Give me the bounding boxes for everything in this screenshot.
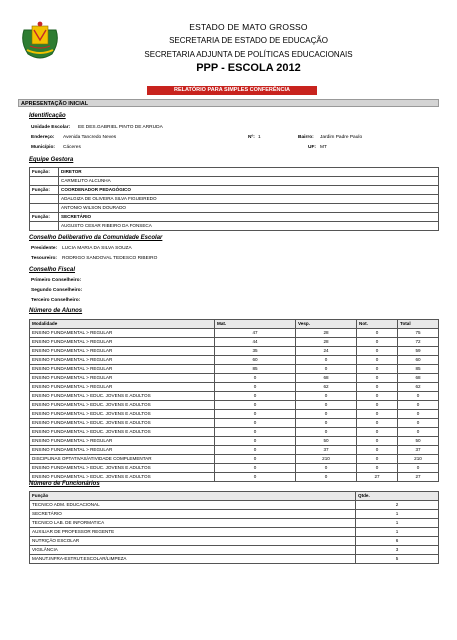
table-row [30,455,439,464]
table-cell: 44 [215,338,296,347]
table-cell: Vesp. [296,320,357,329]
table-cell: ENSINO FUNDAMENTAL > EDUC. JOVENS E ADULTOS [30,428,215,437]
table-cell: ENSINO FUNDAMENTAL > REGULAR [30,347,215,356]
table-row [30,510,439,519]
table-cell: ENSINO FUNDAMENTAL > REGULAR [30,329,215,338]
table-cell: ENSINO FUNDAMENTAL > REGULAR [30,446,215,455]
table-cell: 0 [357,347,398,356]
table-cell: 28 [296,338,357,347]
table-cell: 0 [357,464,398,473]
table-cell: 0 [357,356,398,365]
table-row [30,365,439,374]
table-cell: Mat. [215,320,296,329]
table-cell: AUXILIAR DE PROFESSOR REGENTE [30,528,356,537]
table-cell: Modalidade [30,320,215,329]
bairro-label: Bairro: [298,135,314,140]
heading-conselho-deliberativo: Conselho Deliberativo da Comunidade Escolar [29,235,163,241]
table-cell: 50 [398,437,439,446]
table-cell: 85 [398,365,439,374]
table-cell: 0 [296,410,357,419]
table-cell: TECNICO ADM. EDUCACIONAL [30,501,356,510]
table-row: ANTONIO WILSON DOURADO [30,204,439,213]
table-cell: DISCIPLINAS OPTATIVAS/ATIVIDADE COMPLEMENTAR [30,455,215,464]
table-cell: 0 [215,419,296,428]
table-cell: 0 [296,419,357,428]
municipio-value: Cáceres [63,145,81,150]
table-cell: 75 [398,329,439,338]
heading-equipe-gestora: Equipe Gestora [29,157,74,163]
table-cell: 0 [296,401,357,410]
numero-label: Nº: [248,135,255,140]
table-row [30,464,439,473]
table-cell: 210 [296,455,357,464]
table-cell: 0 [215,446,296,455]
uf-value: MT [320,145,327,150]
table-row [30,519,439,528]
table-cell: 0 [215,374,296,383]
table-cell: 0 [357,329,398,338]
table-cell: 0 [357,374,398,383]
table-cell: 0 [357,338,398,347]
table-cell: 60 [398,356,439,365]
table-row: Função: COORDENADOR PEDAGÓGICO [30,186,439,195]
table-cell: 1 [356,510,439,519]
table-cell: 0 [398,392,439,401]
table-cell: 0 [357,437,398,446]
bairro-value: Jardim Padre Paulo [320,135,363,140]
table-row [30,392,439,401]
table-cell: ENSINO FUNDAMENTAL > REGULAR [30,383,215,392]
tesoureiro-value: RODRIGO SANDOVAL TEDESCO RIBEIRO [62,256,158,261]
table-cell: 0 [215,464,296,473]
table-cell: ENSINO FUNDAMENTAL > REGULAR [30,437,215,446]
table-cell: ENSINO FUNDAMENTAL > REGULAR [30,338,215,347]
table-row [30,419,439,428]
table-cell: 72 [398,338,439,347]
table-row [30,410,439,419]
table-cell: 0 [215,437,296,446]
funcionarios-table [29,491,439,564]
table-cell: ENSINO FUNDAMENTAL > EDUC. JOVENS E ADULTOS [30,410,215,419]
table-cell: ENSINO FUNDAMENTAL > EDUC. JOVENS E ADULTOS [30,401,215,410]
segundo-conselheiro-label: Segundo Conselheiro: [31,288,83,293]
table-cell: 0 [215,410,296,419]
table-row [30,356,439,365]
table-header-row [30,492,439,501]
header-secretaria: SECRETARIA DE ESTADO DE EDUCAÇÃO [169,36,328,45]
table-row [30,347,439,356]
presidente-value: LUCIA MARIA DA SILVA SOUZA [62,246,132,251]
table-cell: 210 [398,455,439,464]
table-cell: 0 [215,473,296,482]
unidade-label: Unidade Escolar: [31,125,71,130]
table-cell: 0 [357,428,398,437]
table-cell: 59 [398,347,439,356]
table-cell: 37 [398,446,439,455]
table-cell: 0 [357,401,398,410]
table-row: CARMELITO ALCUNHA [30,177,439,186]
unidade-value: EE DES.GABRIEL PINTO DE ARRUDA [78,125,163,130]
municipio-label: Município: [31,145,55,150]
table-cell: 62 [398,383,439,392]
table-cell: ENSINO FUNDAMENTAL > EDUC. JOVENS E ADULTOS [30,419,215,428]
table-cell: 50 [296,437,357,446]
table-row [30,446,439,455]
table-cell: ENSINO FUNDAMENTAL > EDUC. JOVENS E ADULTOS [30,392,215,401]
table-cell: 1 [356,519,439,528]
terceiro-conselheiro-label: Terceiro Conselheiro: [31,298,81,303]
table-row [30,501,439,510]
table-row [30,329,439,338]
table-row [30,546,439,555]
table-row [30,528,439,537]
table-row: Função: DIRETOR [30,168,439,177]
table-cell: 0 [398,464,439,473]
table-cell: 60 [215,356,296,365]
table-cell: 0 [296,365,357,374]
table-cell: 6 [356,537,439,546]
heading-conselho-fiscal: Conselho Fiscal [29,267,76,273]
presidente-label: Presidente: [31,246,58,251]
table-cell: 37 [296,446,357,455]
table-cell: 0 [357,410,398,419]
heading-identificacao: Identificação [29,113,66,119]
heading-numero-funcionarios: Número de Funcionários [29,481,100,487]
table-cell: 27 [357,473,398,482]
table-cell: 0 [398,401,439,410]
table-cell: 68 [296,374,357,383]
table-cell: 5 [356,555,439,564]
table-cell: NUTRIÇÃO ESCOLAR [30,537,356,546]
table-cell: 0 [215,455,296,464]
table-cell: 1 [356,528,439,537]
report-label-banner: RELATÓRIO PARA SIMPLES CONFERÊNCIA [147,86,317,95]
table-cell: 0 [296,473,357,482]
table-cell: 0 [215,392,296,401]
alunos-table [29,319,439,482]
table-cell: ENSINO FUNDAMENTAL > EDUC. JOVENS E ADULTOS [30,464,215,473]
table-cell: 0 [398,428,439,437]
table-cell: ENSINO FUNDAMENTAL > REGULAR [30,374,215,383]
gestora-table [29,167,439,231]
table-row: ADALGIZA DE OLIVEIRA SILVA FIGUEIREDO [30,195,439,204]
table-header-row [30,320,439,329]
table-cell: 0 [398,410,439,419]
primeiro-conselheiro-label: Primeiro Conselheiro: [31,278,82,283]
heading-numero-alunos: Número de Alunos [29,308,83,314]
table-cell: Função [30,492,356,501]
table-cell: Total [398,320,439,329]
table-cell: 62 [296,383,357,392]
table-cell: 68 [398,374,439,383]
table-cell: 0 [357,419,398,428]
table-cell: ENSINO FUNDAMENTAL > EDUC. JOVENS E ADULTOS [30,473,215,482]
table-cell: 0 [357,392,398,401]
table-cell: 28 [296,329,357,338]
tesoureiro-label: Tesoureiro: [31,256,58,261]
table-cell: 0 [357,383,398,392]
table-cell: 2 [356,501,439,510]
header-adjunta: SECRETARIA ADJUNTA DE POLÍTICAS EDUCACIONAIS [144,50,353,59]
header-state: ESTADO DE MATO GROSSO [189,22,308,32]
table-cell: ENSINO FUNDAMENTAL > REGULAR [30,365,215,374]
table-row: AUGUSTO CESAR RIBEIRO DA FONSECA [30,222,439,231]
table-cell: ENSINO FUNDAMENTAL > REGULAR [30,356,215,365]
table-cell: 0 [215,401,296,410]
table-row [30,537,439,546]
table-cell: 0 [296,464,357,473]
table-row [30,374,439,383]
table-cell: MANUT.INFRA-ESTRUT.ESCOLAR/LIMPEZA [30,555,356,564]
table-cell: 0 [215,428,296,437]
table-row [30,428,439,437]
section-bar-apresentacao: APRESENTAÇÃO INICIAL [18,99,439,107]
table-cell: Qtde. [356,492,439,501]
table-cell: 0 [398,419,439,428]
table-cell: Not. [357,320,398,329]
endereco-label: Endereço: [31,135,55,140]
table-cell: TECNICO LAB. DE INFORMATICA [30,519,356,528]
table-row [30,401,439,410]
table-row [30,338,439,347]
table-cell: 0 [215,383,296,392]
table-cell: SECRETÁRIO [30,510,356,519]
table-row [30,555,439,564]
table-cell: 85 [215,365,296,374]
table-cell: 0 [296,428,357,437]
uf-label: UF: [308,145,316,150]
endereco-value: Avenida Tancredo Neves [63,135,117,140]
table-cell: 47 [215,329,296,338]
table-cell: 35 [215,347,296,356]
table-row [30,383,439,392]
table-cell: VIGILÂNCIA [30,546,356,555]
table-row [30,437,439,446]
table-cell: 0 [296,356,357,365]
table-row: Função: SECRETÁRIO [30,213,439,222]
table-cell: 0 [296,392,357,401]
numero-value: 1 [258,135,261,140]
table-cell: 3 [356,546,439,555]
table-cell: 27 [398,473,439,482]
table-cell: 0 [357,365,398,374]
page-title: PPP - ESCOLA 2012 [196,62,301,74]
table-cell: 0 [357,455,398,464]
table-cell: 24 [296,347,357,356]
table-cell: 0 [357,446,398,455]
